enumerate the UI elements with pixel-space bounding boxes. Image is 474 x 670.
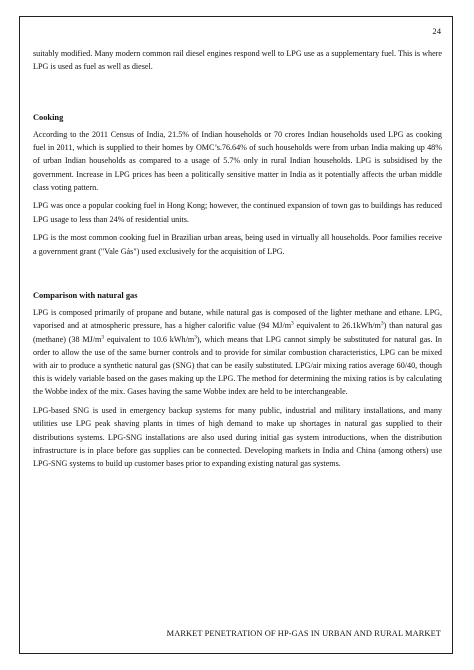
cooking-paragraph: LPG is the most common cooking fuel in Brazilian urban areas, being used in virtually all households. Poor families receive a government grant ("Vale Gás") used exclusively for the acquisition of LPG. xyxy=(33,233,442,256)
comparison-section xyxy=(33,289,442,470)
cooking-paragraph: LPG was once a popular cooking fuel in Hong Kong; however, the continued expansion of town gas to buildings has reduced LPG usage to less than 24% of residential units. xyxy=(33,201,442,224)
comparison-heading: Comparison with natural gas xyxy=(33,291,138,301)
page-number: 24 xyxy=(432,26,441,36)
cooking-heading: Cooking xyxy=(33,112,64,122)
document-body xyxy=(33,47,442,476)
page-footer: MARKET PENETRATION OF HP-GAS IN URBAN AND RURAL MARKET xyxy=(166,629,441,638)
cooking-section xyxy=(33,111,442,258)
intro-paragraph: suitably modified. Many modern common rail diesel engines respond well to LPG use as a supplementary fuel. This is where LPG is used as fuel as well as diesel. xyxy=(33,49,442,72)
cooking-paragraph: According to the 2011 Census of India, 21.5% of Indian households or 70 crores Indian households used LPG as cooking fuel in 2011, which is supplied to their homes by OMC’s.76.64% of such households were from urban India making up 48% of urban Indian households as compared to a usage of 5.7% only in rural Indian households. LPG is subsidised by the government. Increase in LPG prices has been a politically sensitive matter in India as it potentially affects the urban middle class voting pattern. xyxy=(33,129,442,192)
comparison-paragraph: LPG-based SNG is used in emergency backup systems for many public, industrial and military installations, and many utilities use LPG peak shaving plants in times of high demand to make up shortages in natural gas supplied to their distributions systems. LPG-SNG installations are also used during initial gas system introductions, when the distribution infrastructure is in place before gas supplies can be connected. Developing markets in India and China (among others) use LPG-SNG systems to build up customer bases prior to expanding existing natural gas systems. xyxy=(33,406,442,468)
comparison-paragraph: LPG is composed primarily of propane and butane, while natural gas is composed of the lighter methane and ethane. LPG, vaporised and at atmospheric pressure, has a higher calorific value (94 $MJ/m^3$ equivalent to $26.1kWh/m^3$) than natural gas (methane) (38 $MJ/m^3$ equivalent to 10.6 kWh/$m^3$), which means that LPG cannot simply be substituted for natural gas. In order to allow the use of the same burner controls and to provide for similar combustion characteristics, LPG can be mixed with air to produce a synthetic natural gas (SNG) that can be easily substituted. LPG/air mixing ratios average 60/40, though this is widely variable based on the gases making up the LPG. The method for determining the mixing ratios is by calculating the Wobbe index of the mix. Gases having the same Wobbe index are held to be interchangeable. xyxy=(33,308,442,397)
